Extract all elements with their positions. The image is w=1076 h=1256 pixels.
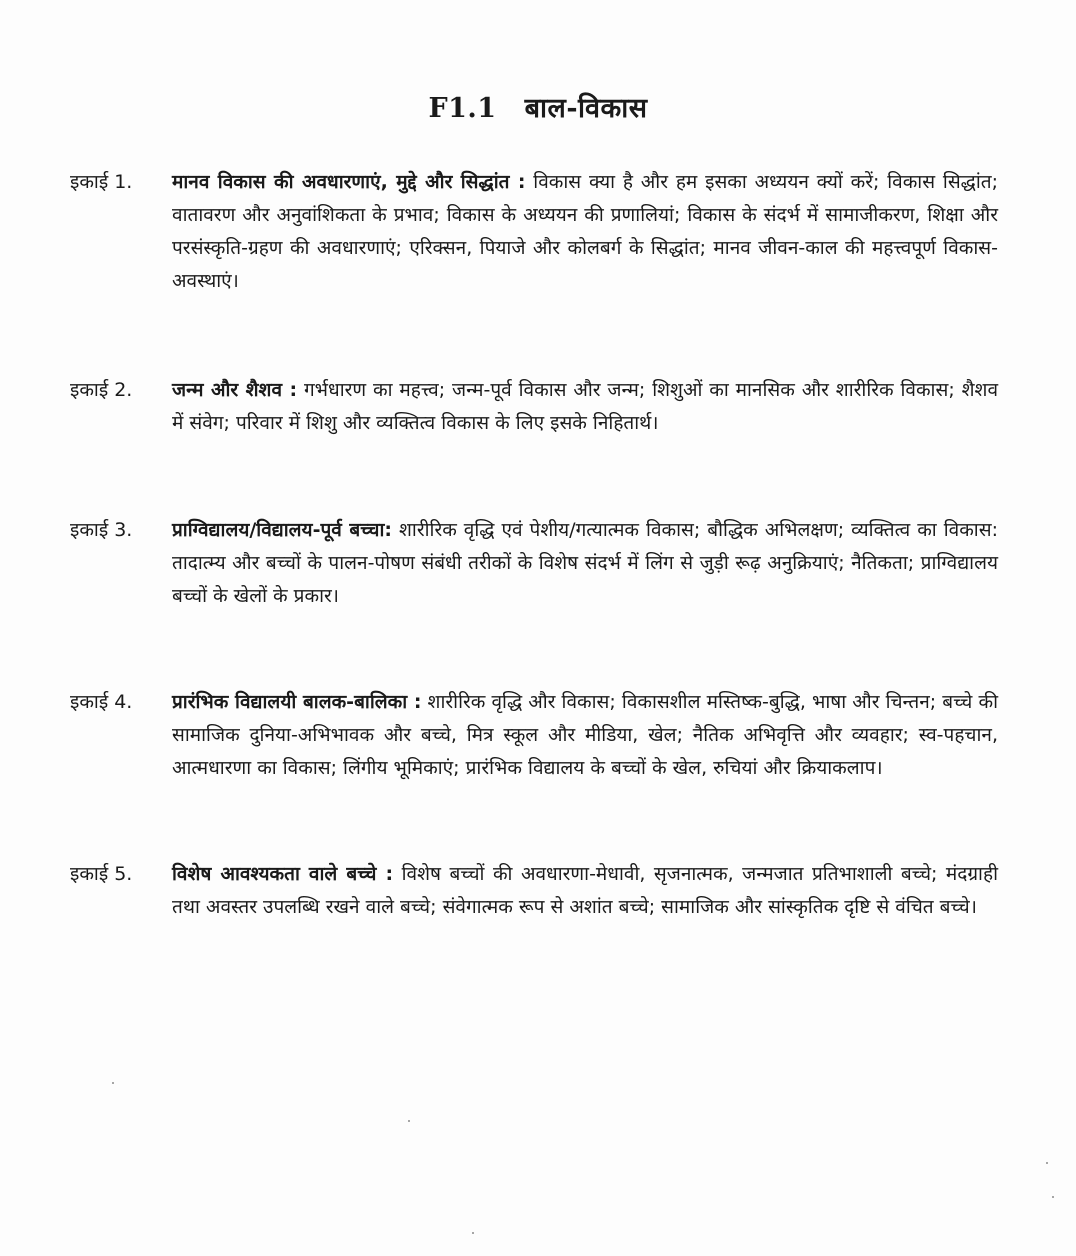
unit-heading: प्राग्विद्यालय/विद्यालय-पूर्व बच्चा: — [172, 519, 392, 541]
scan-speck — [472, 1232, 474, 1234]
unit-heading: जन्म और शैशव : — [172, 379, 298, 401]
unit-label: इकाई 4. — [70, 691, 133, 713]
title-code: F1.1 — [428, 93, 497, 124]
page-title — [0, 88, 1076, 125]
unit-body — [172, 374, 998, 440]
unit-text: शारीरिक वृद्धि और विकास; विकासशील मस्तिष्क-बुद्धि, भाषा और चिन्तन; बच्चे की सामाजिक दुनिया-अभिभावक और बच्चे, मित्र स्कूल और मीडिया, खेल; नैतिक अभिवृत्ति और व्यवहार; स्व-पहचान, आत्मधारणा का विकास; लिंगीय भूमिकाएं; प्रारंभिक विद्यालय के बच्चों के खेल, रुचियां और क्रियाकलाप। — [172, 691, 998, 779]
unit-body — [172, 166, 998, 298]
unit-label: इकाई 2. — [70, 379, 133, 401]
unit-text: विशेष बच्चों की अवधारणा-मेधावी, सृजनात्मक, जन्मजात प्रतिभाशाली बच्चे; मंदग्राही तथा अवस्तर उपलब्धि रखने वाले बच्चे; संवेगात्मक रूप से अशांत बच्चे; सामाजिक और सांस्कृतिक दृष्टि से वंचित बच्चे। — [172, 863, 998, 918]
unit-body — [172, 514, 998, 613]
unit-text: विकास क्या है और हम इसका अध्ययन क्यों करें; विकास सिद्धांत; वातावरण और अनुवांशिकता के प्रभाव; विकास के अध्ययन की प्रणालियां; विकास के संदर्भ में सामाजीकरण, शिक्षा और परसंस्कृति-ग्रहण की अवधारणाएं; एरिक्सन, पियाजे और कोलबर्ग के सिद्धांत; मानव जीवन-काल की महत्त्वपूर्ण विकास-अवस्थाएं। — [172, 171, 998, 292]
scan-speck — [1046, 1162, 1048, 1164]
unit-body — [172, 686, 998, 785]
unit-label: इकाई 3. — [70, 519, 133, 541]
unit-text: शारीरिक वृद्धि एवं पेशीय/गत्यात्मक विकास; बौद्धिक अभिलक्षण; व्यक्तित्व का विकास: तादात्म्य और बच्चों के पालन-पोषण संबंधी तरीकों के विशेष संदर्भ में लिंग से जुड़ी रूढ़ अनुक्रियाएं; नैतिकता; प्राग्विद्यालय बच्चों के खेलों के प्रकार। — [172, 519, 998, 607]
unit-label: इकाई 1. — [70, 171, 133, 193]
unit-text: गर्भधारण का महत्त्व; जन्म-पूर्व विकास और जन्म; शिशुओं का मानसिक और शारीरिक विकास; शैशव में संवेग; परिवार में शिशु और व्यक्तित्व विकास के लिए इसके निहितार्थ। — [172, 379, 999, 434]
unit-label: इकाई 5. — [70, 863, 133, 885]
scan-speck — [408, 1120, 410, 1122]
unit-body — [172, 858, 998, 924]
scan-speck — [1052, 1196, 1054, 1198]
unit-heading: प्रारंभिक विद्यालयी बालक-बालिका : — [172, 691, 422, 713]
unit-heading: मानव विकास की अवधारणाएं, मुद्दे और सिद्धांत : — [172, 171, 526, 193]
scan-speck — [112, 1082, 114, 1084]
unit-heading: विशेष आवश्यकता वाले बच्चे : — [172, 863, 394, 885]
title-text: बाल-विकास — [524, 93, 648, 124]
